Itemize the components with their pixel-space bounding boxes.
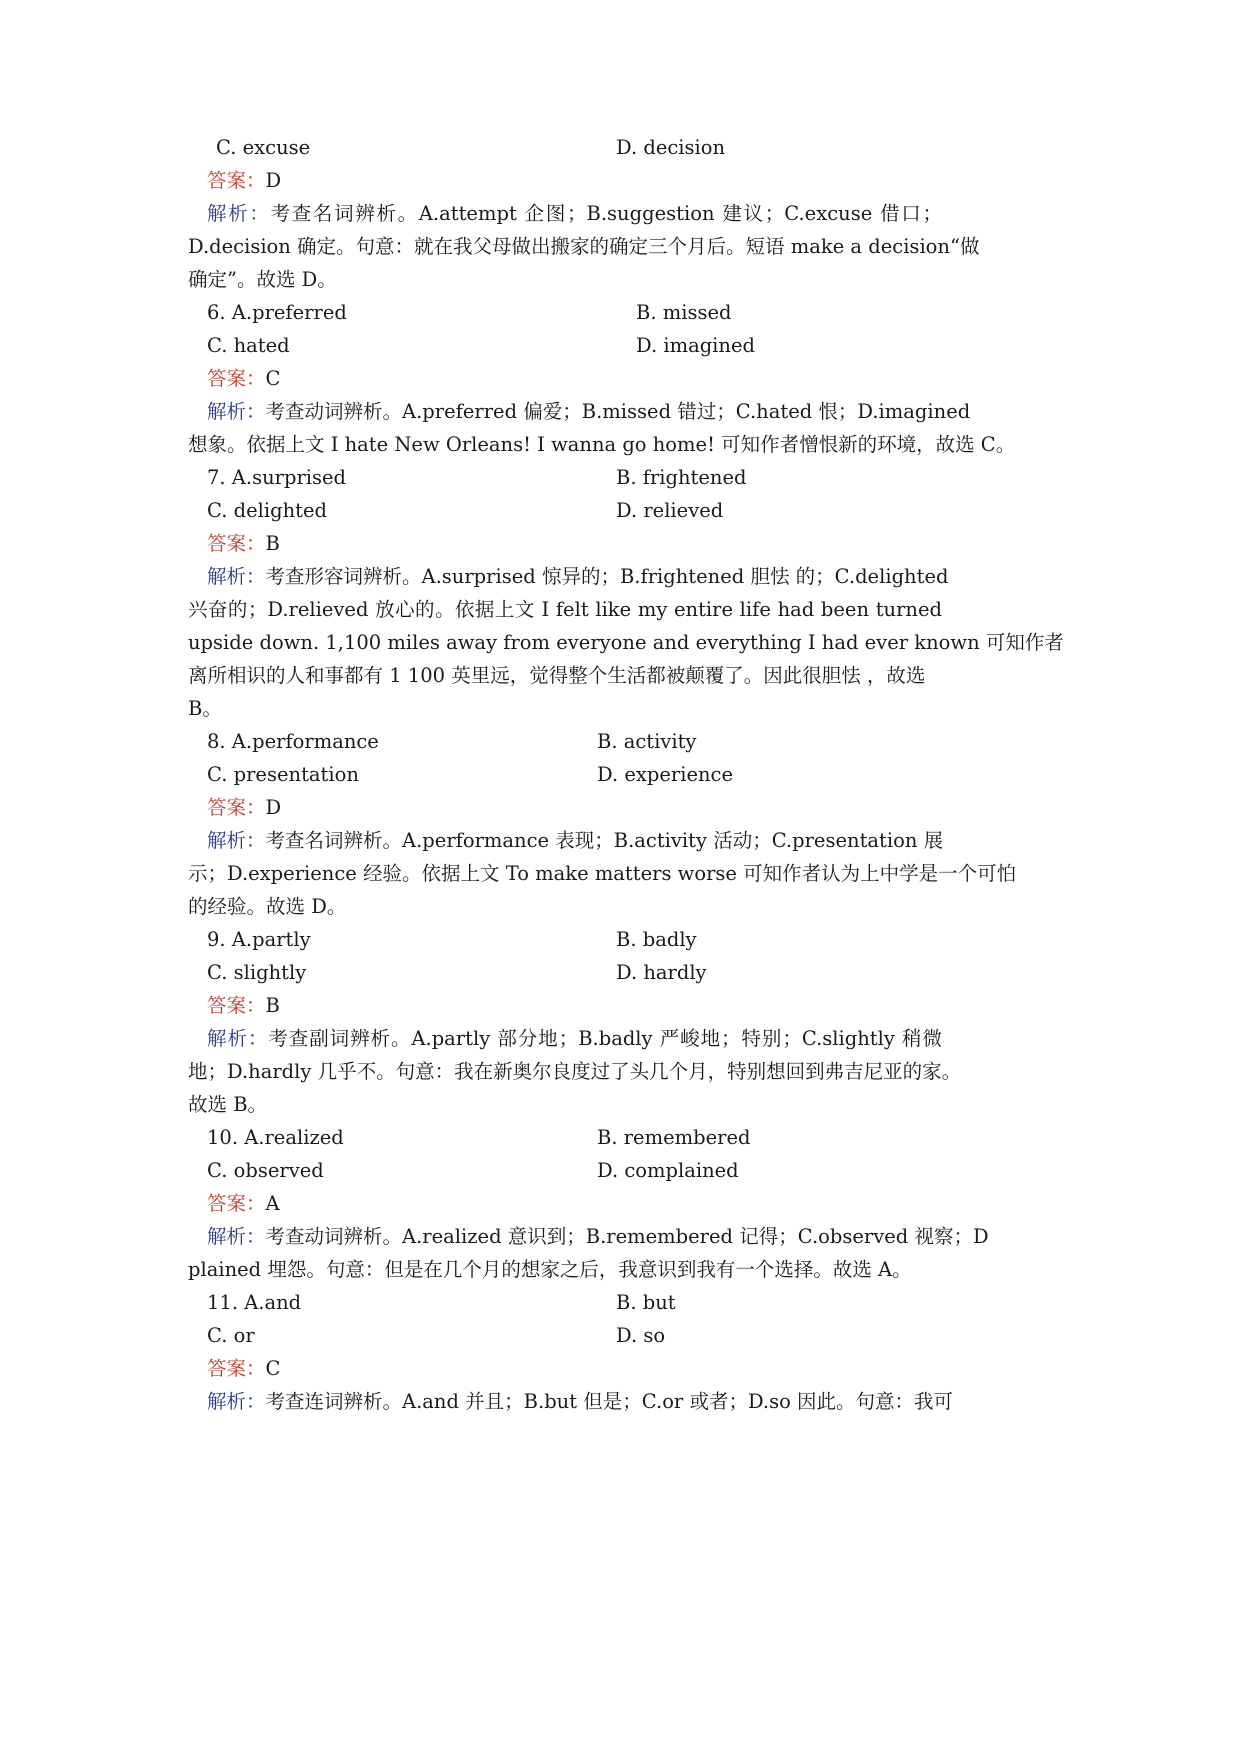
analysis-label: 解析：	[207, 1390, 266, 1413]
q11-analysis-line-1	[207, 1383, 954, 1420]
analysis-text: 考查动词辨析。A.preferred 偏爱；B.missed 错过；C.hated 恨；D.imagined	[265, 400, 971, 423]
answer-label: 答案：	[207, 169, 266, 192]
q6-analysis-line-2: 想象。依据上文 I hate New Orleans! I wanna go home! 可知作者憎恨新的环境，故选 C。	[188, 433, 1016, 456]
q8-option-c: C. presentation	[207, 763, 359, 786]
q10-answer	[207, 1185, 1071, 1222]
q8-option-a: 8. A.performance	[207, 730, 379, 753]
analysis-text: 考查副词辨析。A.partly 部分地；B.badly 严峻地；特别；C.slightly 稍微	[268, 1027, 942, 1050]
q8-option-d: D. experience	[597, 763, 734, 786]
q9-option-c: C. slightly	[207, 961, 307, 984]
q11-option-b: B. but	[616, 1291, 676, 1314]
q9-option-a: 9. A.partly	[207, 928, 311, 951]
q9-option-b: B. badly	[616, 928, 697, 951]
answer-label: 答案：	[207, 994, 266, 1017]
answer-value: B	[265, 532, 280, 555]
q11-answer	[207, 1350, 1071, 1387]
analysis-text: 考查形容词辨析。A.surprised 惊异的；B.frightened 胆怯 的；C.delighted	[265, 565, 949, 588]
analysis-text: 考查连词辨析。A.and 并且；B.but 但是；C.or 或者；D.so 因此。句意：我可	[265, 1390, 954, 1413]
analysis-label: 解析：	[207, 565, 266, 588]
q5-analysis-line-2: D.decision 确定。句意：就在我父母做出搬家的确定三个月后。短语 make a decision“做	[188, 235, 980, 258]
q7-analysis-line-4: 离所相识的人和事都有 1 100 英里远，觉得整个生活都被颠覆了。因此很胆怯 ，故选	[188, 664, 926, 687]
q10-option-b: B. remembered	[597, 1126, 751, 1149]
analysis-label: 解析：	[207, 1225, 266, 1248]
q9-analysis-line-2: 地；D.hardly 几乎不。句意：我在新奥尔良度过了头几个月，特别想回到弗吉尼亚的家。	[188, 1060, 962, 1083]
q5-option-d: D. decision	[616, 136, 726, 159]
q10-option-d: D. complained	[597, 1159, 739, 1182]
q8-answer	[207, 789, 1071, 826]
q5-answer	[207, 162, 1071, 199]
q6-analysis-line-1	[207, 393, 971, 430]
q7-analysis-line-3: upside down. 1,100 miles away from everyone and everything I had ever known 可知作者	[188, 631, 1064, 654]
q8-option-b: B. activity	[597, 730, 697, 753]
q9-answer	[207, 987, 1071, 1024]
analysis-label: 解析：	[207, 829, 266, 852]
q10-analysis-line-2: plained 埋怨。句意：但是在几个月的想家之后，我意识到我有一个选择。故选 A。	[188, 1258, 912, 1281]
q7-analysis-line-5: B。	[188, 697, 222, 720]
q9-analysis-line-1	[207, 1020, 942, 1057]
q10-option-a: 10. A.realized	[207, 1126, 344, 1149]
q6-option-b: B. missed	[636, 301, 732, 324]
answer-label: 答案：	[207, 532, 266, 555]
analysis-text: 考查名词辨析。A.attempt 企图；B.suggestion 建议；C.excuse 借口；	[270, 202, 942, 225]
answer-value: D	[265, 169, 282, 192]
q5-option-c: C. excuse	[216, 136, 311, 159]
answer-value: C	[265, 1357, 281, 1380]
q6-option-d: D. imagined	[636, 334, 755, 357]
q8-analysis-line-1	[207, 822, 942, 859]
q11-option-d: D. so	[616, 1324, 666, 1347]
q5-analysis-line-3: 确定”。故选 D。	[188, 268, 337, 291]
q6-answer	[207, 360, 1071, 397]
answer-value: C	[265, 367, 281, 390]
answer-label: 答案：	[207, 1192, 266, 1215]
q6-option-c: C. hated	[207, 334, 290, 357]
q9-analysis-line-3: 故选 B。	[188, 1093, 268, 1116]
q8-analysis-line-3: 的经验。故选 D。	[188, 895, 347, 918]
q8-analysis-line-2: 示；D.experience 经验。依据上文 To make matters worse 可知作者认为上中学是一个可怕	[188, 862, 1017, 885]
answer-value: B	[265, 994, 280, 1017]
analysis-label: 解析：	[207, 400, 266, 423]
q7-option-b: B. frightened	[616, 466, 747, 489]
q6-option-a: 6. A.preferred	[207, 301, 347, 324]
q7-option-d: D. relieved	[616, 499, 724, 522]
answer-label: 答案：	[207, 796, 266, 819]
q7-analysis-line-1	[207, 558, 949, 595]
q9-option-d: D. hardly	[616, 961, 707, 984]
q7-analysis-line-2: 兴奋的；D.relieved 放心的。依据上文 I felt like my entire life had been turned	[188, 598, 942, 621]
q10-option-c: C. observed	[207, 1159, 324, 1182]
analysis-label: 解析：	[207, 202, 271, 225]
answer-label: 答案：	[207, 367, 266, 390]
answer-value: D	[265, 796, 282, 819]
analysis-text: 考查名词辨析。A.performance 表现；B.activity 活动；C.presentation 展	[265, 829, 944, 852]
q7-option-c: C. delighted	[207, 499, 328, 522]
analysis-label: 解析：	[207, 1027, 269, 1050]
answer-value: A	[265, 1192, 280, 1215]
q11-option-c: C. or	[207, 1324, 255, 1347]
answer-label: 答案：	[207, 1357, 266, 1380]
q7-option-a: 7. A.surprised	[207, 466, 347, 489]
q7-answer	[207, 525, 1071, 562]
q5-analysis-line-1	[207, 195, 942, 232]
analysis-text: 考查动词辨析。A.realized 意识到；B.remembered 记得；C.observed 视察；D	[265, 1225, 989, 1248]
q10-analysis-line-1	[207, 1218, 989, 1255]
q11-option-a: 11. A.and	[207, 1291, 302, 1314]
